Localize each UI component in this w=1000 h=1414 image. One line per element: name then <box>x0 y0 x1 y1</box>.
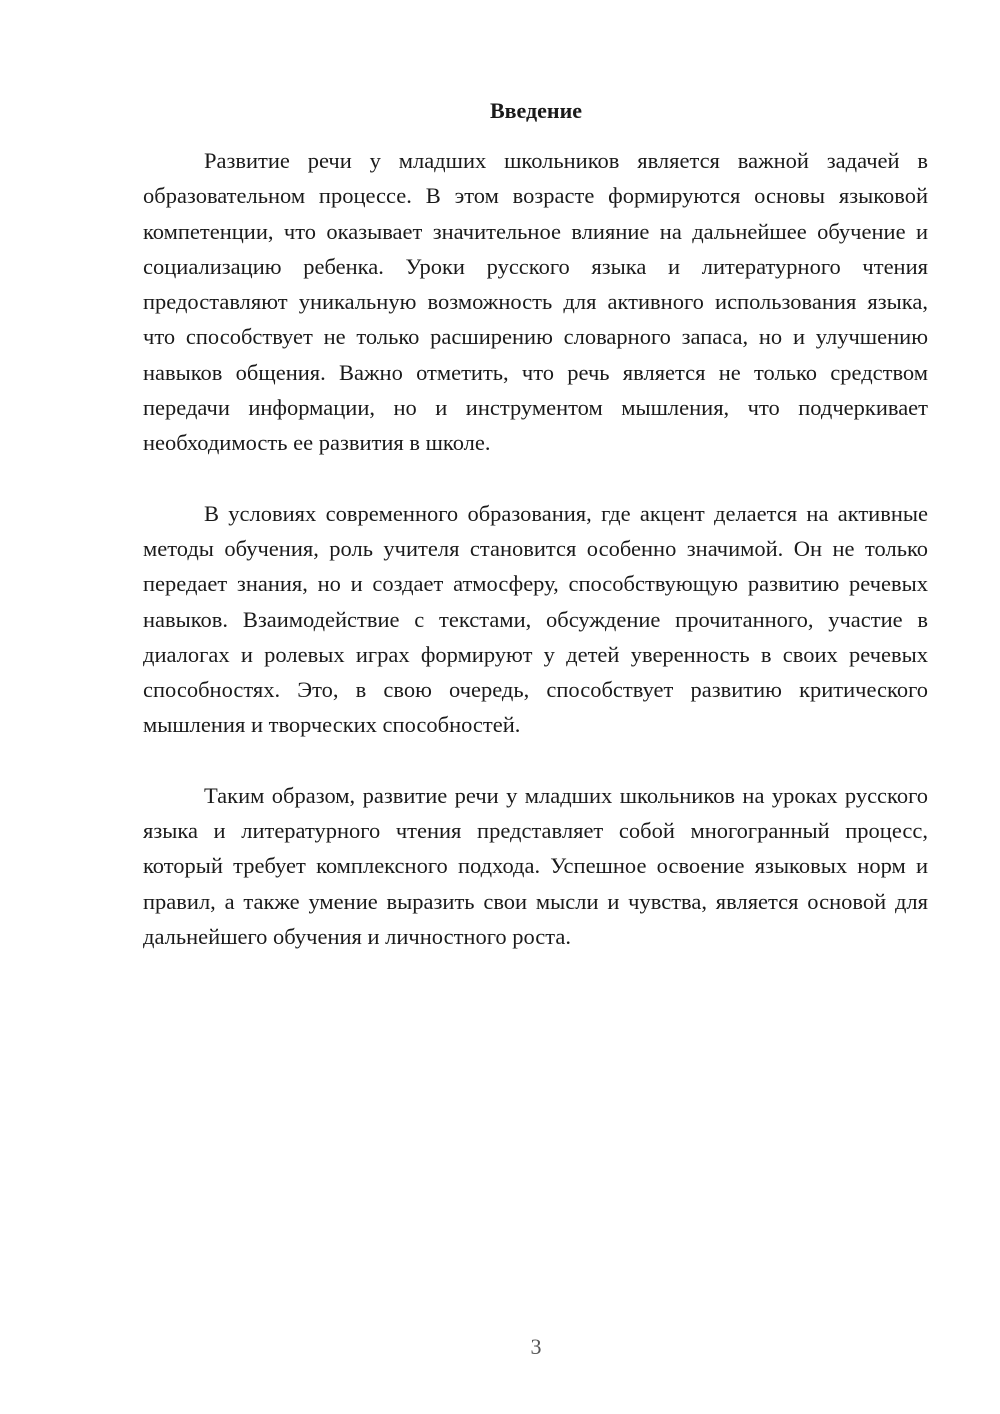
page-number: 3 <box>530 1334 542 1359</box>
document-body <box>143 143 928 989</box>
paragraph-2: В условиях современного образования, где акцент делается на активные методы обучения, роль учителя становится особенно значимой. Он не только передает знания, но и создает атмосферу, способствующую развитию речевых навыков. Взаимодействие с текстами, обсуждение прочитанного, участие в диалогах и ролевых играх формируют у детей уверенность в своих речевых способностях. Это, в свою очередь, способствует развитию критического мышления и творческих способностей. <box>143 500 928 738</box>
paragraph-3: Таким образом, развитие речи у младших школьников на уроках русского языка и литературного чтения представляет собой многогранный процесс, который требует комплексного подхода. Успешное освоение языковых норм и правил, а также умение выразить свои мысли и чувства, является основой для дальнейшего обучения и личностного роста. <box>143 782 928 949</box>
page-title: Введение <box>489 98 583 123</box>
paragraph-1: Развитие речи у младших школьников является важной задачей в образовательном процессе. В этом возрасте формируются основы языковой компетенции, что оказывает значительное влияние на дальнейшее обучение и социализацию ребенка. Уроки русского языка и литературного чтения предоставляют уникальную возможность для активного использования языка, что способствует не только расширению словарного запаса, но и улучшению навыков общения. Важно отметить, что речь является не только средством передачи информации, но и инструментом мышления, что подчеркивает необходимость ее развития в школе. <box>143 148 928 456</box>
